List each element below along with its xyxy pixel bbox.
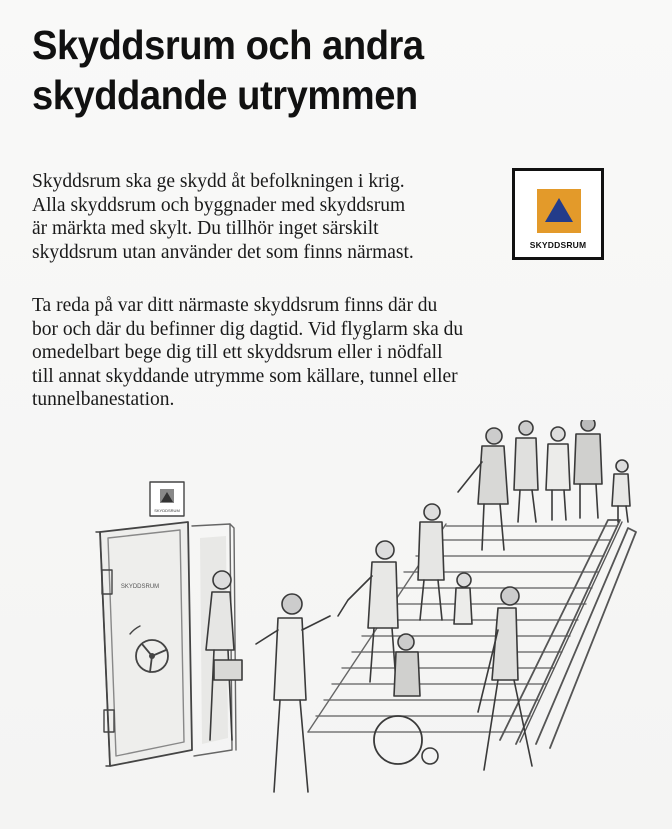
intro-paragraph: Skyddsrum ska ge skydd åt befolkningen i krig. Alla skyddsrum och byggnader med skyddsrum är märkta med skylt. Du tillhör inget särskilt skyddsrum utan använder det som finns närmast. [32,171,414,263]
staircase [308,520,636,748]
door-plate-text: SKYDDSRUM [120,584,160,590]
shelter-illustration [80,420,640,820]
shelter-sign [512,168,604,260]
page-title: Skyddsrum och andra skyddande utrymmen [32,22,424,118]
instruction-paragraph: Ta reda på var ditt närmaste skyddsrum finns där du bor och där du befinner dig dagtid. Vid flyglarm ska du omedelbart bege dig till ett skyddsrum eller i nödfall till annat skyddande utrymme som källare, tunnel eller tunnelbanestation. [32,295,464,410]
door-sign-label: SKYDDSRUM [154,508,180,513]
door-sign-icon [150,482,184,516]
sign-label: SKYDDSRUM [529,240,587,250]
civil-defence-triangle-icon [545,198,573,222]
